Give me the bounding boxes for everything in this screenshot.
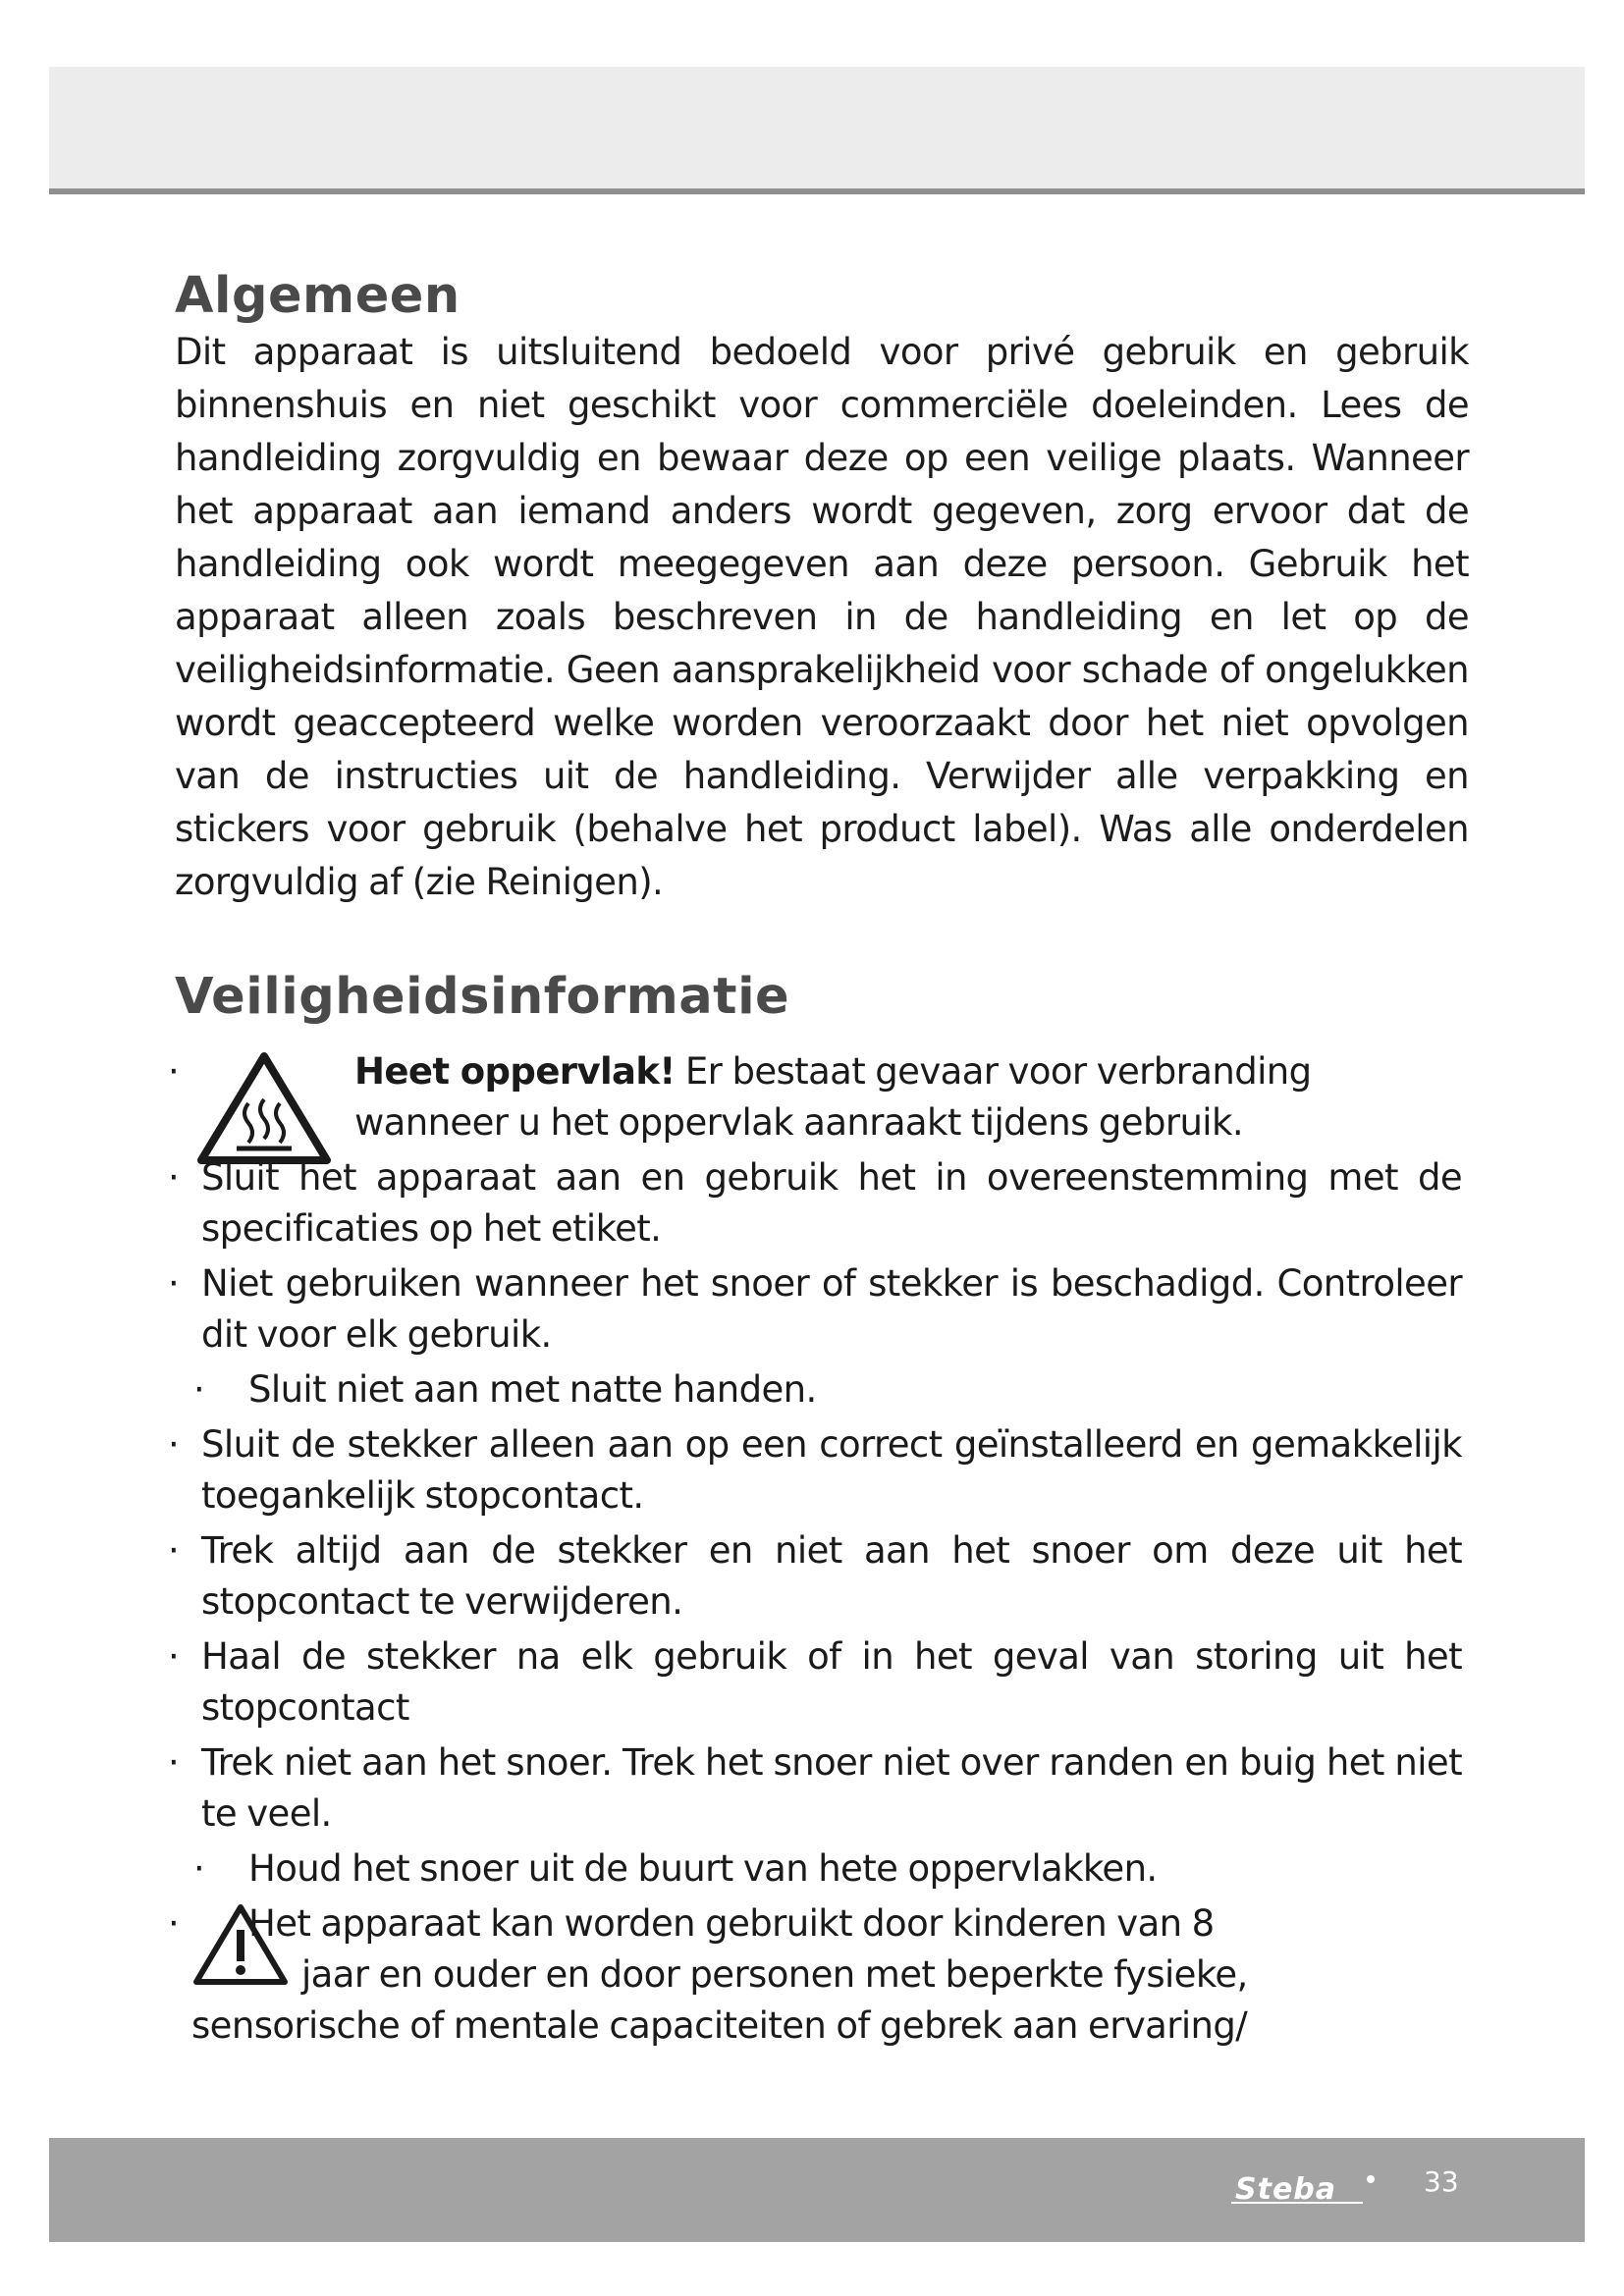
safety-list bbox=[168, 1046, 1462, 2052]
hot-surface-title: Heet oppervlak! bbox=[354, 1050, 676, 1093]
list-item bbox=[168, 1152, 1462, 1255]
bullet-dot: · bbox=[168, 1741, 180, 1784]
hot-surface-text: Er bestaat gevaar voor verbranding wanneer u het oppervlak aanraakt tijdens gebruik. bbox=[354, 1050, 1312, 1144]
header-band bbox=[49, 67, 1585, 194]
bullet-dot: · bbox=[168, 1902, 180, 1945]
list-item bbox=[168, 1419, 1462, 1522]
list-item bbox=[168, 1843, 1462, 1895]
list-item-text: Sluit het apparaat aan en gebruik het in overeenstemming met de specificaties op het etiket. bbox=[201, 1156, 1462, 1250]
general-warning-line3: sensorische of mentale capaciteiten of gebrek aan ervaring/ bbox=[191, 2004, 1248, 2047]
hot-surface-warning-icon bbox=[195, 1050, 333, 1168]
bullet-dot: · bbox=[168, 1262, 180, 1305]
list-item bbox=[168, 1631, 1462, 1734]
section-heading-safety: Veiligheidsinformatie bbox=[175, 968, 790, 1026]
list-item-hot-surface bbox=[168, 1046, 1462, 1148]
section-heading-general: Algemeen bbox=[175, 267, 460, 325]
page-number: 33 bbox=[1424, 2165, 1459, 2198]
bullet-dot: · bbox=[168, 1156, 180, 1199]
list-item-text: Niet gebruiken wanneer het snoer of stekker is beschadigd. Controleer dit voor elk gebruik. bbox=[201, 1262, 1462, 1356]
bullet-dot: · bbox=[168, 1423, 180, 1466]
general-paragraph: Dit apparaat is uitsluitend bedoeld voor privé gebruik en gebruik binnenshuis en niet geschikt voor commerciële doeleinden. Lees de handleiding zorgvuldig en bewaar deze op een veilige plaats. Wanneer het apparaat aan iemand anders wordt gegeven, zorg ervoor dat de handleiding ook wordt meegegeven aan deze persoon. Gebruik het apparaat alleen zoals beschreven in de handleiding en let op de veiligheidsinformatie. Geen aansprakelijkheid voor schade of ongelukken wordt geaccepteerd welke worden veroorzaakt door het niet opvolgen van de instructies uit de handleiding. Verwijder alle verpakking en stickers voor gebruik (behalve het product label). Was alle onderdelen zorgvuldig af (zie Reinigen). bbox=[175, 331, 1469, 903]
list-item-text: Sluit niet aan met natte handen. bbox=[248, 1368, 817, 1411]
general-warning-line2: jaar en ouder en door personen met beperkte fysieke, bbox=[301, 1953, 1248, 1996]
list-item bbox=[168, 1737, 1462, 1840]
list-item-general-warning bbox=[168, 1898, 1462, 2052]
list-item-text: Houd het snoer uit de buurt van hete oppervlakken. bbox=[248, 1847, 1158, 1890]
list-item-text: Trek altijd aan de stekker en niet aan het snoer om deze uit het stopcontact te verwijderen. bbox=[201, 1529, 1462, 1623]
list-item-text: Haal de stekker na elk gebruik of in het geval van storing uit het stopcontact bbox=[201, 1635, 1462, 1729]
page-content bbox=[168, 267, 1469, 2056]
list-item bbox=[168, 1364, 1462, 1415]
bullet-dot: · bbox=[193, 1368, 205, 1411]
list-item bbox=[168, 1525, 1462, 1628]
bullet-dot: · bbox=[193, 1847, 205, 1890]
list-item bbox=[168, 1258, 1462, 1361]
general-warning-line1: Het apparaat kan worden gebruikt door kinderen van 8 bbox=[248, 1902, 1215, 1945]
list-item-text: Trek niet aan het snoer. Trek het snoer niet over randen en buig het niet te veel. bbox=[201, 1741, 1462, 1835]
list-item-text: Sluit de stekker alleen aan op een correct geïnstalleerd en gemakkelijk toegankelijk stopcontact. bbox=[201, 1423, 1462, 1517]
bullet-dot: · bbox=[168, 1050, 180, 1093]
steba-logo bbox=[1231, 2169, 1382, 2209]
general-warning-icon bbox=[191, 1902, 290, 1987]
bullet-dot: · bbox=[168, 1635, 180, 1678]
bullet-dot: · bbox=[168, 1529, 180, 1572]
brand-logo-text: Steba bbox=[1235, 2172, 1337, 2207]
